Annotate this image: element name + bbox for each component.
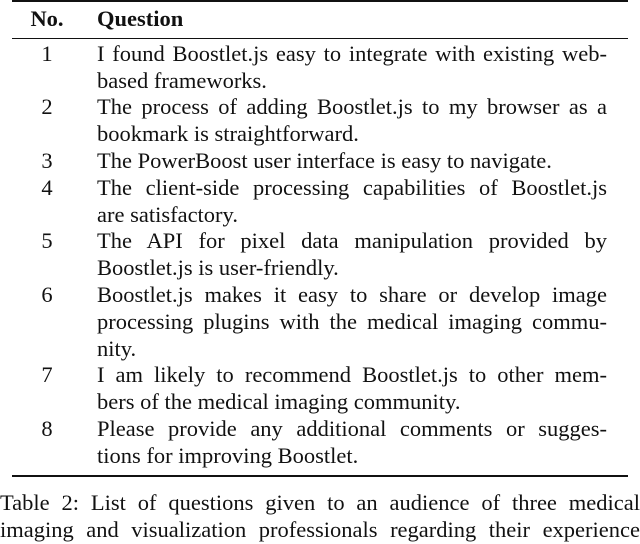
row-question	[97, 228, 607, 282]
row-number: 4	[41, 174, 53, 200]
table-row	[12, 94, 628, 148]
question-line: The process of adding Boostlet.js to my browser as a	[97, 94, 607, 120]
question-line: tions for improving Boostlet.	[97, 442, 359, 468]
row-question	[97, 282, 607, 362]
row-question	[97, 175, 607, 229]
row-number: 5	[41, 228, 53, 254]
row-number: 8	[41, 415, 53, 441]
row-question	[97, 362, 607, 416]
question-line: nity.	[97, 335, 137, 361]
caption-line: Table 2: List of questions given to an audience of three medical	[0, 490, 640, 515]
question-line: I found Boostlet.js easy to integrate with existing web-	[97, 40, 607, 66]
question-line: The client-side processing capabilities of Boostlet.js	[97, 174, 607, 200]
question-line: Boostlet.js is user-friendly.	[97, 255, 339, 281]
question-line: based frameworks.	[97, 67, 267, 93]
question-line: processing plugins with the medical imaging commu-	[97, 308, 607, 334]
questions-table	[12, 0, 628, 477]
question-line: are satisfactory.	[97, 201, 238, 227]
question-line: bookmark is straightforward.	[97, 121, 359, 147]
question-line: I am likely to recommend Boostlet.js to other mem-	[97, 362, 607, 388]
question-line: The PowerBoost user interface is easy to navigate.	[97, 147, 552, 173]
table-header-row	[12, 2, 628, 38]
row-number: 1	[41, 40, 53, 66]
table-row	[12, 416, 628, 470]
header-number: No.	[30, 6, 64, 31]
question-line: Please provide any additional comments or sugges-	[97, 415, 607, 441]
question-line: The API for pixel data manipulation provided by	[97, 228, 607, 254]
row-question	[97, 41, 607, 95]
table-row	[12, 41, 628, 95]
table-row	[12, 228, 628, 282]
table-row	[12, 148, 628, 175]
row-number: 2	[41, 94, 53, 120]
row-question	[97, 148, 607, 175]
table-row	[12, 175, 628, 229]
row-question	[97, 416, 607, 470]
question-line: bers of the medical imaging community.	[97, 389, 461, 415]
header-question: Question	[97, 6, 184, 31]
row-number: 7	[41, 362, 53, 388]
question-line: Boostlet.js makes it easy to share or develop image	[97, 281, 607, 307]
row-number: 3	[41, 147, 53, 173]
caption-line: imaging and visualization professionals regarding their experience	[0, 516, 640, 542]
row-number: 6	[41, 281, 53, 307]
table-body	[12, 39, 628, 475]
table-row	[12, 282, 628, 362]
row-question	[97, 94, 607, 148]
table-row	[12, 362, 628, 416]
table-bottom-rule	[12, 475, 628, 477]
